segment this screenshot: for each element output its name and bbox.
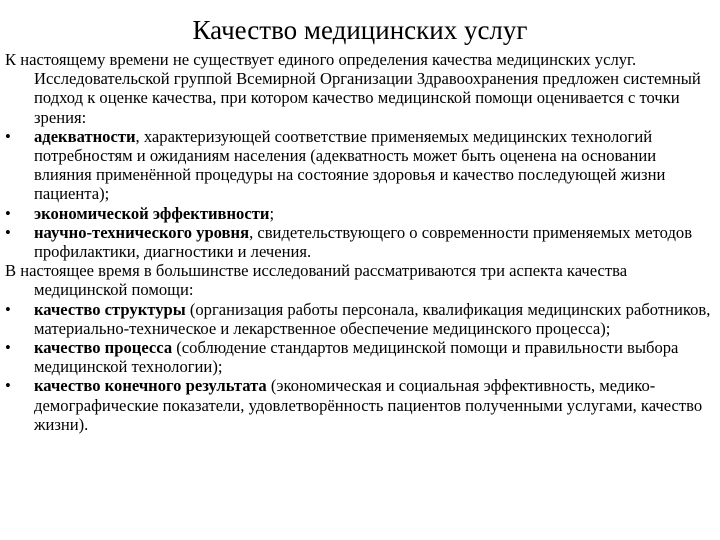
bullet-icon: • — [5, 126, 11, 146]
criterion-term: адекватности — [34, 126, 136, 146]
criterion-text: , характеризующей соответствие применяемых медицинских технологий потребностям и ожиданиям населения (адекватность может быть оценена на основании влияния применённой процедуры на состояние здоровья и качество последующей жизни пациента); — [34, 126, 666, 204]
bullet-icon: • — [5, 222, 11, 242]
bullet-icon: • — [5, 203, 11, 223]
bullet-icon: • — [5, 376, 11, 396]
criterion-item — [5, 223, 713, 261]
criterion-item — [5, 204, 713, 223]
criterion-term: научно-технического уровня — [34, 222, 250, 242]
criterion-item — [5, 127, 713, 204]
slide-title: Качество медицинских услуг — [192, 15, 528, 45]
criterion-text: ; — [269, 203, 275, 223]
aspect-text: (организация работы персонала, квалификация медицинских работников, материально-техническое и лекарственное обеспечение медицинского процесса); — [34, 299, 711, 338]
intro-paragraph: К настоящему времени не существует единого определения качества медицинских услуг. Исследовательской группой Всемирной Организации Здравоохранения предложен системный подход к оценке качества, при котором качество медицинской помощи оценивается с точки зрения: — [5, 50, 701, 127]
aspects-intro-paragraph: В настоящее время в большинстве исследований рассматриваются три аспекта качества медицинской помощи: — [5, 261, 628, 300]
aspect-text: (соблюдение стандартов медицинской помощи и правильности выбора медицинской технологии); — [34, 338, 679, 377]
criterion-term: экономической эффективности — [34, 203, 270, 223]
aspect-term: качество процесса — [34, 338, 173, 358]
aspect-term: качество конечного результата — [34, 376, 267, 396]
bullet-icon: • — [5, 299, 11, 319]
aspect-item — [5, 338, 713, 376]
aspect-term: качество структуры — [34, 299, 186, 319]
criterion-text: , свидетельствующего о современности применяемых методов профилактики, диагностики и лечения. — [34, 222, 693, 262]
slide-body — [5, 50, 713, 434]
aspect-item — [5, 376, 713, 434]
aspect-item — [5, 300, 713, 338]
bullet-icon: • — [5, 338, 11, 358]
aspect-text: (экономическая и социальная эффективность, медико-демографические показатели, удовлетворённость пациентов полученными услугами, качество жизни). — [34, 376, 703, 434]
